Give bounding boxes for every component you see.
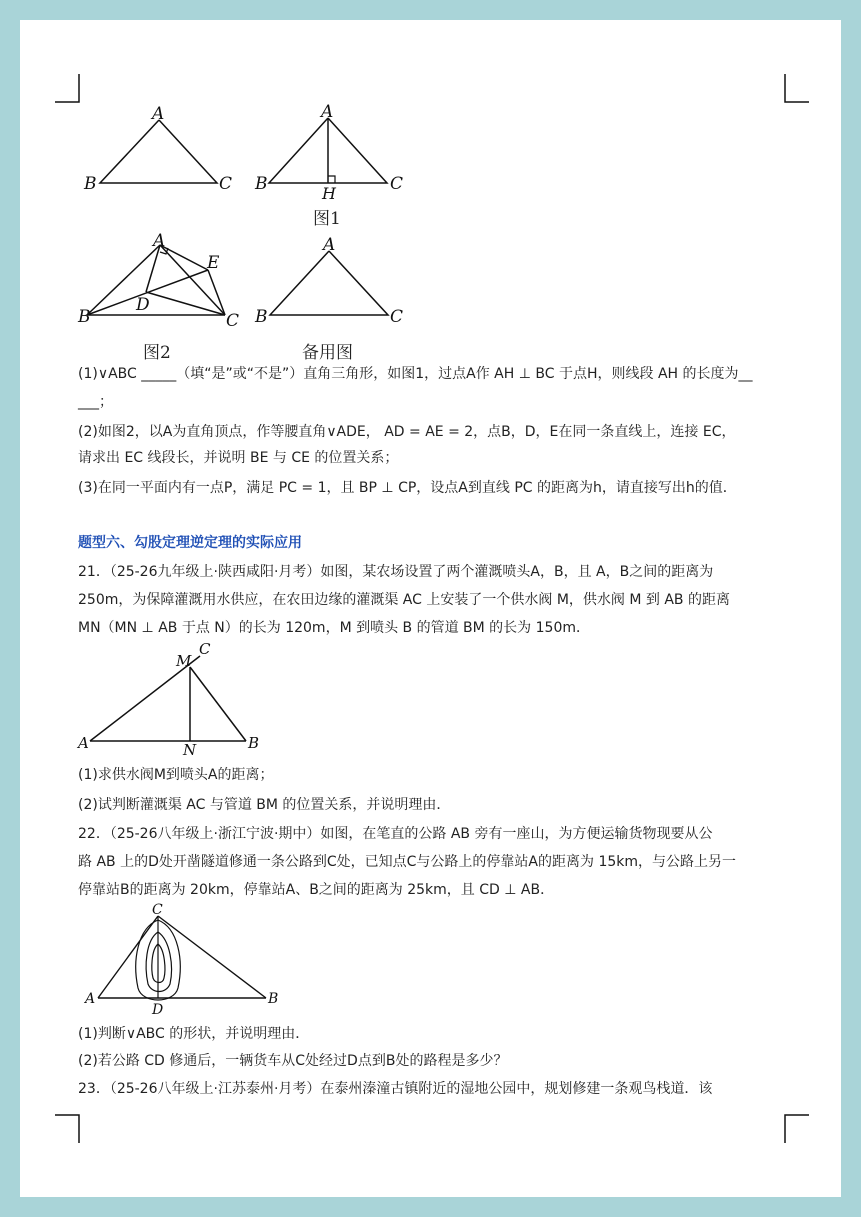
problem21-line1: 21．（25-26九年级上·陕西咸阳·月考）如图，某农场设置了两个灌溉喷头A，B，且 A，B之间的距离为 xyxy=(78,564,714,580)
svg-text:C: C xyxy=(390,174,404,194)
problem20-part2: (2)如图2，以A为直角顶点，作等腰直角∨ADE， AD = AE = 2，点B，D，E在同一条直线上，连接 EC， xyxy=(78,424,736,440)
problem22-line2: 路 AB 上的D处开凿隧道修通一条公路到C处，已知点C与公路上的停靠站A的距离为 15km，与公路上另一 xyxy=(78,854,736,870)
svg-text:A: A xyxy=(323,235,336,255)
problem22-q2: (2)若公路 CD 修通后，一辆货车从C处经过D点到B处的路程是多少？ xyxy=(78,1053,508,1069)
svg-text:B: B xyxy=(255,174,268,194)
svg-text:B: B xyxy=(268,991,279,1007)
crop-mark-top-right xyxy=(783,74,809,104)
section-heading: 题型六、勾股定理逆定理的实际应用 xyxy=(78,535,302,551)
svg-text:B: B xyxy=(78,307,91,327)
svg-text:H: H xyxy=(322,184,336,200)
svg-text:A: A xyxy=(78,734,89,752)
svg-text:E: E xyxy=(207,253,220,273)
problem20-part3: (3)在同一平面内有一点P，满足 PC = 1，且 BP ⊥ CP，设点A到直线 PC 的距离为h，请直接写出h的值． xyxy=(78,480,737,496)
svg-text:C: C xyxy=(152,902,163,918)
label-b: B xyxy=(84,174,97,194)
figure-1-caption: 图1 xyxy=(313,209,341,229)
svg-text:A: A xyxy=(153,231,166,251)
svg-text:C: C xyxy=(199,640,211,658)
crop-mark-bottom-left xyxy=(55,1113,81,1143)
problem20-part2-cont: 请求出 EC 线段长，并说明 BE 与 CE 的位置关系； xyxy=(78,450,399,466)
svg-text:A: A xyxy=(321,102,334,122)
problem21-line2: 250m，为保障灌溉用水供应，在农田边缘的灌溉渠 AC 上安装了一个供水阀 M，供水阀 M 到 AB 的距离 xyxy=(78,592,730,608)
crop-mark-bottom-right xyxy=(783,1113,809,1143)
spare-figure xyxy=(252,233,417,328)
spare-figure-caption: 备用图 xyxy=(302,343,353,363)
label-a: A xyxy=(152,104,165,124)
svg-text:B: B xyxy=(248,734,260,752)
problem21-line3: MN（MN ⊥ AB 于点 N）的长为 120m，M 到喷头 B 的管道 BM 的长为 150m． xyxy=(78,620,590,636)
svg-text:C: C xyxy=(390,307,404,327)
problem22-q1: (1)判断∨ABC 的形状，并说明理由． xyxy=(78,1026,310,1042)
problem21-q1: (1)求供水阀M到喷头A的距离； xyxy=(78,767,274,783)
problem21-q2: (2)试判断灌溉渠 AC 与管道 BM 的位置关系，并说明理由． xyxy=(78,797,451,813)
svg-text:N: N xyxy=(183,741,197,758)
problem20-part1: (1)∨ABC _____（填“是”或“不是”）直角三角形，如图1，过点A作 AH ⊥ BC 于点H，则线段 AH 的长度为__ xyxy=(78,366,753,382)
svg-text:A: A xyxy=(85,991,96,1007)
svg-text:B: B xyxy=(255,307,268,327)
figure-2-ade xyxy=(76,230,246,335)
figure-1-altitude xyxy=(252,100,417,200)
triangle-abc-figure xyxy=(80,100,240,195)
problem21-figure xyxy=(76,638,276,758)
problem22-line1: 22．（25-26八年级上·浙江宁波·期中）如图，在笔直的公路 AB 旁有一座山，为方便运输货物现要从公 xyxy=(78,826,713,842)
svg-text:D: D xyxy=(136,295,150,315)
svg-text:M: M xyxy=(176,652,192,670)
svg-text:D: D xyxy=(152,1002,164,1018)
label-c: C xyxy=(219,174,233,194)
problem22-mountain-figure xyxy=(80,900,285,1018)
problem20-part1-cont: ___； xyxy=(78,394,113,410)
problem22-line3: 停靠站B的距离为 20km，停靠站A、B之间的距离为 25km，且 CD ⊥ AB． xyxy=(78,882,555,898)
figure-2-caption: 图2 xyxy=(143,343,171,363)
svg-text:C: C xyxy=(226,311,240,331)
problem23-line1: 23．（25-26八年级上·江苏泰州·月考）在泰州溱潼古镇附近的湿地公园中，规划修建一条观鸟栈道．该 xyxy=(78,1081,713,1097)
crop-mark-top-left xyxy=(55,74,81,104)
